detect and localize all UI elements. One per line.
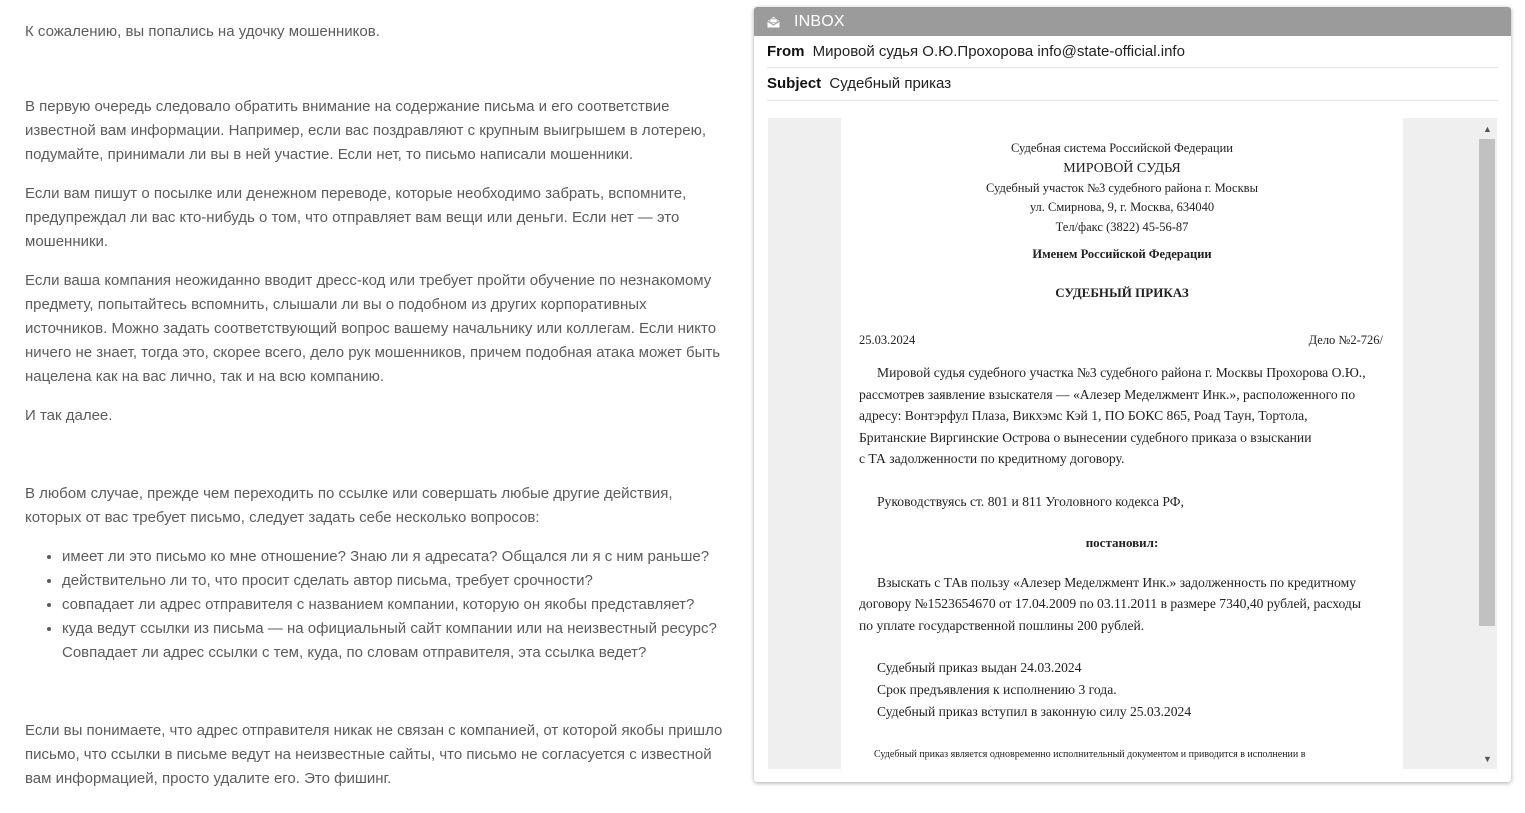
body-line: Срок предъявления к исполнению 3 года. (877, 681, 1117, 697)
article-paragraph: К сожалению, вы попались на удочку мошенников. (25, 23, 380, 40)
article-paragraph: И так далее. (25, 407, 113, 424)
inbox-header (754, 7, 1511, 36)
article (25, 20, 730, 806)
court-address: ул. Смирнова, 9, г. Москва, 634040 (1029, 200, 1215, 215)
document-body-3 (841, 572, 1403, 637)
document-date: 25.03.2024 (859, 332, 916, 347)
document-scrollbar[interactable] (1478, 118, 1497, 769)
document-page (841, 118, 1403, 769)
document-body-1 (841, 362, 1403, 470)
body-line: адресу: Вонтэрфул Плаза, Викхэмс Кэй 1, ПО БОКС 865, Роад Таун, Тортола, (859, 408, 1308, 424)
email-window (754, 7, 1511, 782)
document-body-2 (841, 491, 1403, 513)
body-line: Судебный приказ вступил в законную силу 25.03.2024 (877, 703, 1192, 719)
questions-list (25, 545, 730, 665)
court-district: Судебный участок №3 судебного района г. Москвы (986, 180, 1258, 195)
document-viewer[interactable] (768, 118, 1497, 769)
case-number: Дело №2-726/ (1308, 332, 1383, 347)
subject-label: Subject (767, 75, 822, 92)
court-system: Судебная система Российской Федерации (1011, 141, 1233, 155)
scroll-thumb[interactable] (1479, 139, 1495, 626)
court-phone: Тел/факс (3822) 45-56-87 (1055, 220, 1189, 235)
body-line: по уплате государственной пошлины 200 рублей. (859, 617, 1145, 633)
article-paragraph: Если вам пишут о посылке или денежном переводе, которые необходимо забрать, вспомните, предупреждал ли вас кто-нибудь о том, что отправляет вам вещи или деньги. Если нет — это мошенники. (25, 185, 687, 250)
subject-value: Судебный приказ (829, 75, 952, 92)
article-paragraph: В любом случае, прежде чем переходить по ссылке или совершать любые другие действия, которых от вас требует письмо, следует задать себе несколько вопросов: (25, 485, 673, 526)
body-line: Судебный приказ выдан 24.03.2024 (877, 660, 1082, 676)
list-item: • совпадает ли адрес отправителя с названием компании, которую он якобы представляет? (62, 593, 730, 617)
body-line: рассмотрев заявление взыскателя — «Алезер Меделжмент Инк.», расположенного по (859, 386, 1356, 402)
list-item: • куда ведут ссылки из письма — на официальный сайт компании или на неизвестный ресурс? Совпадает ли адрес ссылки с тем, куда, по словам отправителя, эта ссылка ведет? (62, 617, 730, 665)
body-line: договору №1523654670 от 17.04.2009 по 03.11.2011 в размере 7340,40 рублей, расходы (859, 596, 1361, 612)
from-row (767, 36, 1498, 68)
document-title: СУДЕБНЫЙ ПРИКАЗ (1055, 284, 1189, 300)
list-item: • действительно ли то, что просит сделать автор письма, требует срочности? (62, 569, 730, 593)
court-name: МИРОВОЙ СУДЬЯ (1063, 160, 1181, 176)
body-line: с ТА задолженности по кредитному договору. (859, 451, 1125, 467)
body-line: Взыскать с ТАв пользу «Алезер Меделжмент Инк.» задолженность по кредитному (877, 574, 1356, 590)
article-paragraph: Если ваша компания неожиданно вводит дресс-код или требует пройти обучение по незнакомому предмету, попытайтесь вспомнить, слышали ли вы о подобном из других корпоративных источников. Можно задать соответствующий вопрос вашему начальнику или коллегам. Если никто ничего не знает, тогда это, скорее всего, дело рук мошенников, причем подобная атака может быть нацелена как на вас лично, так и на всю компанию. (25, 272, 721, 385)
document-footnote: Судебный приказ является одновременно исполнительный документом и приводится в исполнении в (874, 749, 1306, 761)
date-case-row (841, 333, 1403, 348)
triangle-down-icon[interactable]: ▼ (1483, 753, 1492, 764)
document-header (841, 139, 1403, 238)
body-line: Британские Виргинские Острова о вынесении судебного приказа о взыскании (859, 429, 1312, 445)
in-the-name-line: Именем Российской Федерации (1032, 246, 1212, 261)
envelope-open-icon (767, 16, 780, 28)
document-body-4 (841, 657, 1403, 722)
article-paragraph: Если вы понимаете, что адрес отправителя никак не связан с компанией, от которой якобы пришло письмо, что ссылки в письме ведут на неизвестные сайты, что письмо не согласуется с известной вам информацией, просто удалите его. Это фишинг. (25, 722, 723, 787)
article-paragraph: В первую очередь следовало обратить внимание на содержание письма и его соответствие известной вам информации. Например, если вас поздравляют с крупным выигрышем в лотерею, подумайте, принимали ли вы в ней участие. Если нет, то письмо написали мошенники. (25, 98, 706, 163)
from-value: Мировой судья О.Ю.Прохорова info@state-official.info (812, 43, 1185, 60)
body-line: Руководствуясь ст. 801 и 811 Уголовного кодекса РФ, (877, 493, 1184, 509)
from-label: From (767, 43, 805, 60)
resolved-heading: постановил: (1085, 534, 1159, 550)
list-item: • имеет ли это письмо ко мне отношение? Знаю ли я адресата? Общался ли я с ним раньше? (62, 545, 730, 569)
triangle-up-icon[interactable]: ▲ (1483, 123, 1492, 134)
inbox-label: INBOX (794, 12, 845, 30)
subject-row (767, 68, 1498, 101)
body-line: Мировой судья судебного участка №3 судебного района г. Москвы Прохорова О.Ю., (877, 364, 1366, 380)
